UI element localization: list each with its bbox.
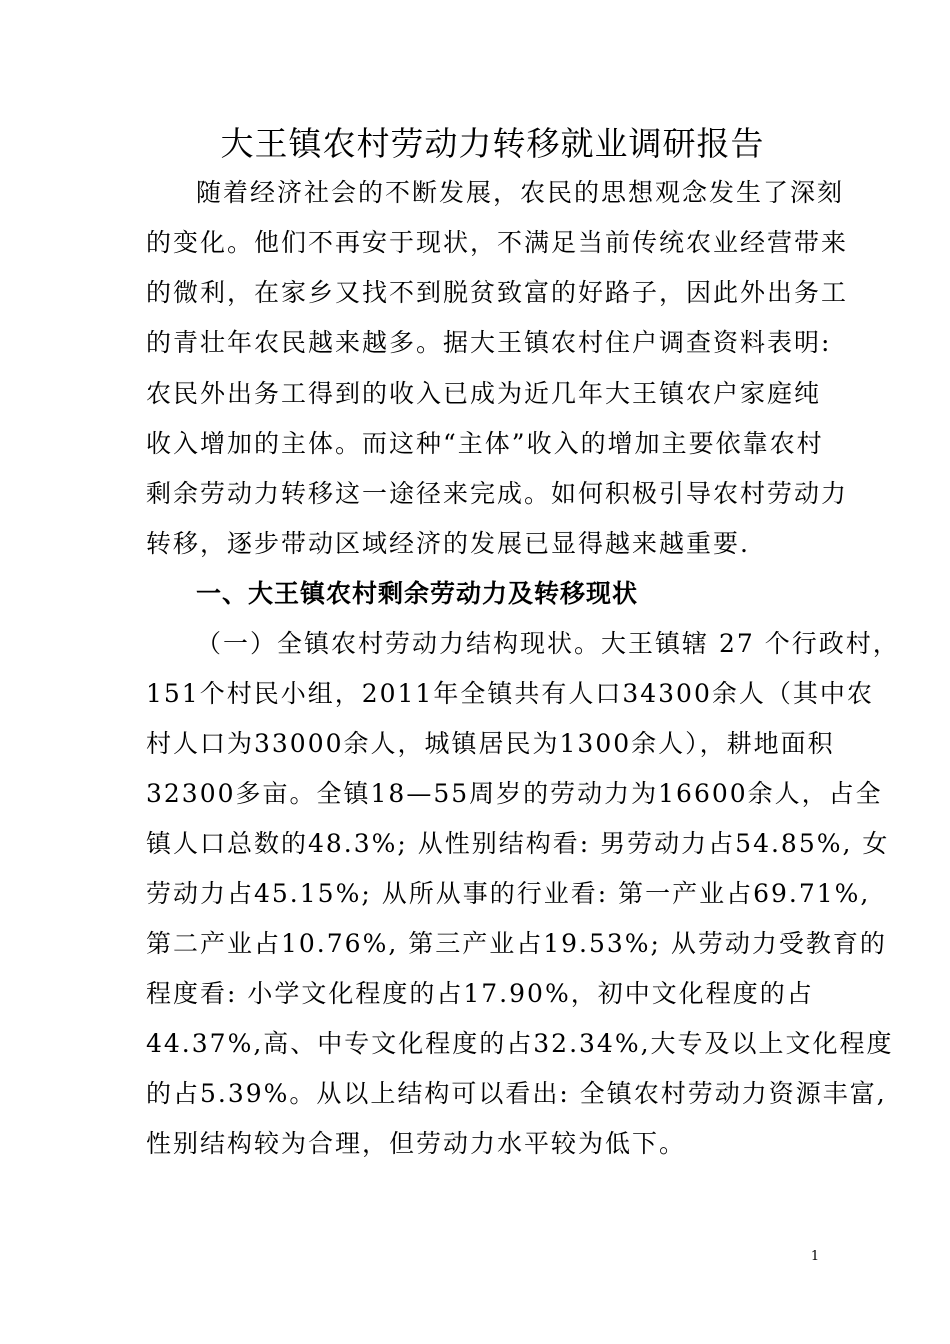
paragraph-line-12: 村人口为33000余人，城镇居民为1300余人），耕地面积 [146, 729, 835, 758]
paragraph-line-15: 劳动力占45.15%; 从所从事的行业看: 第一产业占69.71%, [146, 879, 871, 908]
paragraph-line-7: 剩余劳动力转移这一途径来完成。如何积极引导农村劳动力 [146, 479, 849, 508]
paragraph-line-8: 转移，逐步带动区域经济的发展已显得越来越重要. [146, 529, 750, 558]
paragraph-line-13: 32300多亩。全镇18—55周岁的劳动力为16600余人，占全 [146, 779, 883, 808]
paragraph-line-18: 44.37%,高、中专文化程度的占32.34%,大专及以上文化程度 [146, 1029, 894, 1058]
paragraph-line-1: 随着经济社会的不断发展，农民的思想观念发生了深刻 [196, 178, 845, 207]
paragraph-line-16: 第二产业占10.76%, 第三产业占19.53%; 从劳动力受教育的 [146, 929, 887, 958]
paragraph-line-20: 性别结构较为合理，但劳动力水平较为低下。 [146, 1129, 687, 1158]
paragraph-line-5: 农民外出务工得到的收入已成为近几年大王镇农户家庭纯 [146, 379, 822, 408]
paragraph-line-14: 镇人口总数的48.3%; 从性别结构看: 男劳动力占54.85%, 女 [146, 829, 890, 858]
section-heading: 一、大王镇农村剩余劳动力及转移现状 [196, 579, 639, 608]
paragraph-line-10: （一）全镇农村劳动力结构现状。大王镇辖 27 个行政村， [196, 629, 900, 658]
paragraph-line-6: 收入增加的主体。而这种“主体”收入的增加主要依靠农村 [146, 429, 824, 458]
paragraph-line-17: 程度看: 小学文化程度的占17.90%，初中文化程度的占 [146, 979, 814, 1008]
paragraph-line-2: 的变化。他们不再安于现状，不满足当前传统农业经营带来 [146, 228, 849, 257]
paragraph-line-3: 的微利，在家乡又找不到脱贫致富的好路子，因此外出务工 [146, 278, 849, 307]
document-title: 大王镇农村劳动力转移就业调研报告 [220, 124, 765, 163]
page-number: 1 [810, 1249, 820, 1264]
paragraph-line-19: 的占5.39%。从以上结构可以看出: 全镇农村劳动力资源丰富, [146, 1079, 887, 1108]
paragraph-line-4: 的青壮年农民越来越多。据大王镇农村住户调查资料表明: [146, 328, 832, 357]
paragraph-line-11: 151个村民小组，2011年全镇共有人口34300余人（其中农 [146, 679, 874, 708]
